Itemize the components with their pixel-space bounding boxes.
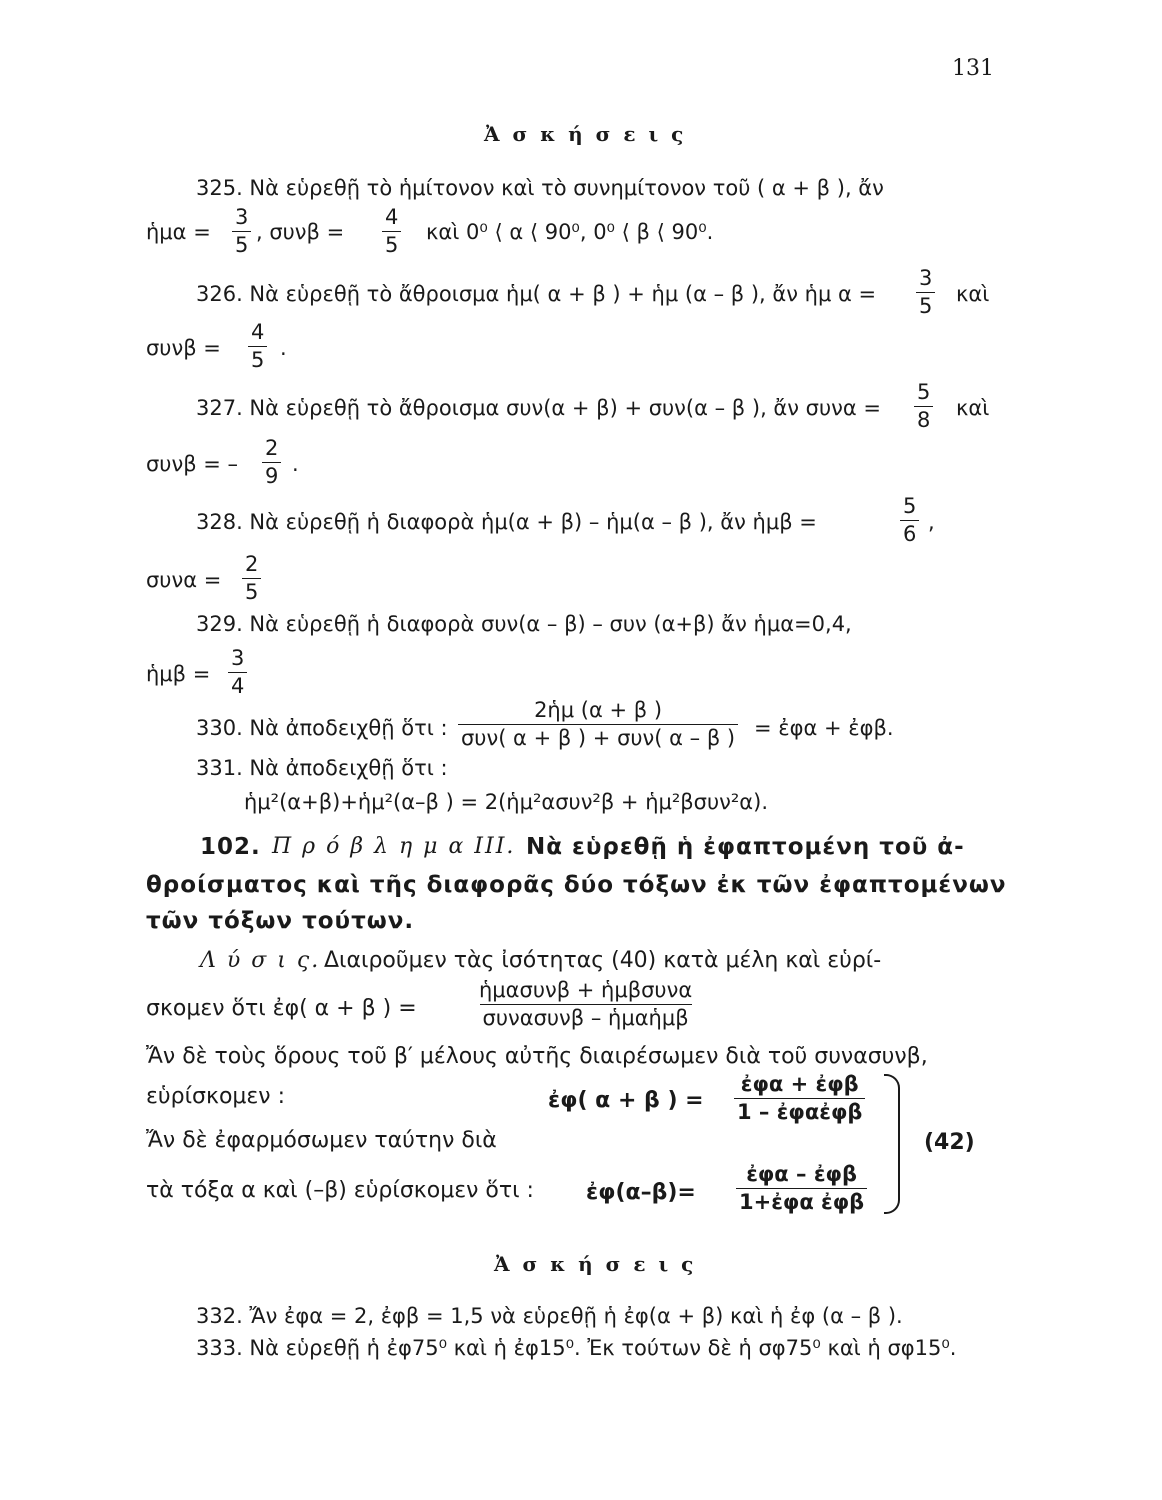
denominator: 1 – ἐφαἐφβ	[734, 1098, 865, 1123]
exercise-325-tail: καὶ 0⁰ ⟨ α ⟨ 90⁰, 0⁰ ⟨ β ⟨ 90⁰.	[426, 220, 714, 244]
section-heading: Ἀ σ κ ή σ ε ι ς	[484, 122, 687, 146]
numerator: 5	[917, 380, 931, 404]
problem-number: 102.	[200, 834, 261, 860]
formula-diff-fraction	[736, 1164, 867, 1213]
solution-text: Ἄν δὲ τοὺς ὅρους τοῦ β′ μέλους αὐτῆς διαιρέσωμεν διὰ τοῦ συνασυνβ,	[146, 1044, 928, 1069]
conjunction: καὶ	[956, 396, 990, 420]
solution-label: Λ ύ σ ι ς.	[200, 948, 321, 973]
numerator: 4	[385, 205, 399, 229]
denominator: 5	[916, 292, 935, 317]
solution-text: σκομεν ὅτι ἐφ( α + β ) =	[146, 996, 417, 1021]
numerator: 2	[265, 436, 279, 460]
denominator: 8	[914, 406, 933, 431]
solution-text: Ἄν δὲ ἐφαρμόσωμεν ταύτην διὰ	[146, 1128, 497, 1153]
solution-text: Διαιροῦμεν τὰς ἰσότητας (40) κατὰ μέλη καὶ εὑρί-	[324, 948, 882, 973]
section-heading: Ἀ σ κ ή σ ε ι ς	[494, 1252, 697, 1276]
fraction-expression	[476, 980, 695, 1029]
denominator: 4	[228, 672, 247, 697]
fraction-5-8	[914, 382, 933, 431]
problem-title: θροίσματος καὶ τῆς διαφορᾶς δύο τόξων ἐκ τῶν ἐφαπτομένων	[146, 872, 1007, 898]
right-brace	[884, 1074, 900, 1214]
numerator: 2ἡμ (α + β )	[534, 698, 663, 722]
denominator: 6	[900, 520, 919, 545]
fraction-4-5	[248, 322, 267, 371]
fraction-3-4	[228, 648, 247, 697]
fraction-2-9	[262, 438, 281, 487]
conjunction: καὶ	[956, 282, 990, 306]
numerator: ἐφα + ἐφβ	[740, 1072, 859, 1096]
exercise-326-text: 326. Νὰ εὑρεθῇ τὸ ἄθροισμα ἡμ( α + β ) + ἡμ (α – β ), ἄν ἡμ α =	[196, 282, 877, 306]
fraction-5-6	[900, 496, 919, 545]
problem-label: Π ρ ό β λ η μ α III.	[272, 834, 516, 859]
exercise-329-text: 329. Νὰ εὑρεθῇ ἡ διαφορὰ συν(α – β) – συν (α+β) ἄν ἡμα=0,4,	[196, 612, 852, 636]
formula-sum-fraction	[734, 1074, 865, 1123]
denominator: 5	[232, 231, 251, 256]
exercise-325-text: 325. Νὰ εὑρεθῇ τὸ ἡμίτονον καὶ τὸ συνημίτονον τοῦ ( α + β ), ἄν	[196, 176, 884, 200]
denominator: 1+ἐφα ἐφβ	[736, 1188, 867, 1213]
numerator: 3	[919, 266, 933, 290]
exercise-327-lead: συνβ = –	[146, 452, 239, 476]
numerator: 5	[903, 494, 917, 518]
numerator: ἐφα – ἐφβ	[746, 1162, 858, 1186]
fraction-3-5	[916, 268, 935, 317]
exercise-331-identity: ἡμ²(α+β)+ἡμ²(α–β ) = 2(ἡμ²ασυν²β + ἡμ²βσυν²α).	[244, 790, 769, 814]
numerator: ἡμασυνβ + ἡμβσυνα	[479, 978, 693, 1002]
denominator: 9	[262, 462, 281, 487]
denominator: συνασυνβ – ἡμαἡμβ	[480, 1004, 692, 1029]
exercise-328-lead: συνα =	[146, 568, 222, 592]
exercise-329-lead: ἡμβ =	[146, 662, 211, 686]
period: .	[280, 336, 287, 360]
equation-label: (42)	[924, 1130, 975, 1155]
formula-diff-lhs: ἐφ(α–β)=	[586, 1180, 696, 1205]
problem-title: Νὰ εὑρεθῇ ἡ ἐφαπτομένη τοῦ ἀ-	[526, 834, 965, 860]
solution-text: τὰ τόξα α καὶ (–β) εὑρίσκομεν ὅτι :	[146, 1178, 534, 1203]
formula-sum-lhs: ἐφ( α + β ) =	[548, 1088, 704, 1113]
exercise-331-text: 331. Νὰ ἀποδειχθῇ ὅτι :	[196, 756, 448, 780]
solution-text: εὑρίσκομεν :	[146, 1084, 285, 1109]
exercise-332-text: 332. Ἄν ἐφα = 2, ἐφβ = 1,5 νὰ εὑρεθῇ ἡ ἐφ(α + β) καὶ ἡ ἐφ (α – β ).	[196, 1304, 903, 1328]
exercise-325-mid: , συνβ =	[256, 220, 345, 244]
period: .	[292, 452, 299, 476]
exercise-326-lead: συνβ =	[146, 336, 221, 360]
fraction-2-5	[242, 554, 261, 603]
exercise-325-lead: ἡμα =	[146, 220, 211, 244]
fraction-expression	[458, 700, 738, 749]
numerator: 3	[235, 205, 249, 229]
page-number: 131	[952, 56, 994, 81]
comma: ,	[928, 510, 935, 534]
exercise-327-text: 327. Νὰ εὑρεθῇ τὸ ἄθροισμα συν(α + β) + συν(α – β ), ἄν συνα =	[196, 396, 881, 420]
denominator: 5	[248, 346, 267, 371]
fraction-4-5	[382, 207, 401, 256]
denominator: 5	[242, 578, 261, 603]
denominator: 5	[382, 231, 401, 256]
fraction-3-5	[232, 207, 251, 256]
exercise-330-rhs: = ἐφα + ἐφβ.	[754, 716, 894, 740]
exercise-333-text: 333. Νὰ εὑρεθῇ ἡ ἐφ75⁰ καὶ ἡ ἐφ15⁰. Ἐκ τούτων δὲ ἡ σφ75⁰ καὶ ἡ σφ15⁰.	[196, 1336, 957, 1360]
exercise-328-text: 328. Νὰ εὑρεθῇ ἡ διαφορὰ ἡμ(α + β) – ἡμ(α – β ), ἄν ἡμβ =	[196, 510, 817, 534]
exercise-330-text: 330. Νὰ ἀποδειχθῇ ὅτι :	[196, 716, 448, 740]
numerator: 4	[251, 320, 265, 344]
numerator: 3	[231, 646, 245, 670]
numerator: 2	[245, 552, 259, 576]
problem-title: τῶν τόξων τούτων.	[146, 908, 415, 934]
denominator: συν( α + β ) + συν( α – β )	[458, 724, 738, 749]
